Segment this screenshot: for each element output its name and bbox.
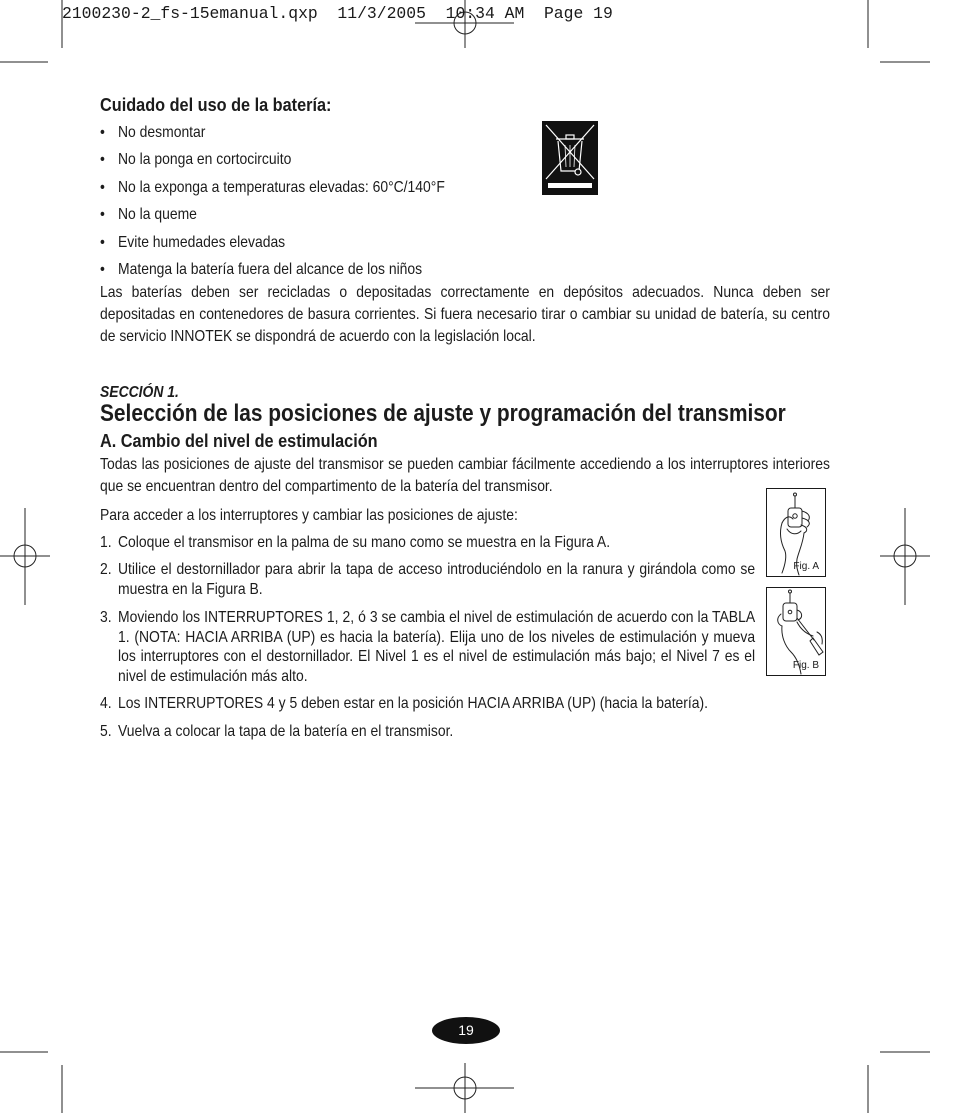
step-number: 3. (100, 608, 112, 626)
list-item: • Evite humedades elevadas (100, 233, 830, 253)
step-text: Utilice el destornillador para abrir la tapa de acceso introduciéndolo en la ranura y girándola como se muestra en la Figura B. (117, 560, 756, 598)
crossed-out-wheelie-bin-icon (542, 121, 598, 195)
registration-mark-icon (0, 508, 50, 605)
crop-mark-top-left (0, 0, 62, 62)
section-intro: Todas las posiciones de ajuste del transmisor se pueden cambiar fácilmente accediendo a los interruptores interiores que se encuentran dentro del compartimento de la batería del transmisor. (100, 455, 830, 495)
crop-mark-bottom-left (0, 1052, 62, 1113)
step-number: 4. (100, 694, 112, 712)
step-number: 2. (100, 560, 112, 578)
registration-mark-icon (880, 508, 930, 605)
figure-a (766, 488, 826, 577)
step-text: Coloque el transmisor en la palma de su mano como se muestra en la Figura A. (117, 533, 611, 551)
registration-mark-icon (415, 1063, 514, 1113)
crop-mark-bottom-right (868, 1052, 930, 1113)
step-4 (100, 694, 830, 714)
step-text: Vuelva a colocar la tapa de la batería en el transmisor. (117, 722, 454, 740)
list-item: • No la ponga en cortocircuito (100, 150, 830, 170)
step-3 (100, 608, 755, 687)
section-title: Selección de las posiciones de ajuste y programación del transmisor (100, 399, 786, 427)
figure-a-label: Fig. A (793, 561, 819, 572)
list-item: • No desmontar (100, 123, 830, 143)
step-number: 5. (100, 722, 112, 740)
recycling-note: Las baterías deben ser recicladas o depositadas correctamente en depósitos adecuados. Nunca deben ser depositadas en contenedores de basura corrientes. Si fuera necesario tirar o cambiar su unidad de batería, su centro de servicio INNOTEK se dispondrá de acuerdo con la legislación local. (100, 283, 830, 345)
battery-care-title: Cuidado del uso de la batería: (100, 94, 332, 115)
page-number: 19 (432, 1017, 500, 1044)
step-1 (100, 533, 755, 553)
crop-mark-top-right (868, 0, 930, 62)
subsection-title: A. Cambio del nivel de estimulación (100, 429, 378, 451)
list-item: • No la exponga a temperaturas elevadas: 60°C/140°F (100, 178, 830, 198)
page-content (100, 95, 830, 742)
section-label: SECCIÓN 1. (100, 383, 179, 401)
step-number: 1. (100, 533, 112, 551)
step-2 (100, 560, 755, 600)
step-text: Los INTERRUPTORES 4 y 5 deben estar en la posición HACIA ARRIBA (UP) (hacia la batería). (117, 694, 709, 712)
list-item: • Matenga la batería fuera del alcance de los niños (100, 260, 830, 280)
battery-care-list (100, 123, 830, 280)
print-slug-header: 2100230-2_fs-15emanual.qxp 11/3/2005 10:34 AM Page 19 (62, 4, 613, 23)
step-text: Moviendo los INTERRUPTORES 1, 2, ó 3 se cambia el nivel de estimulación de acuerdo con la TABLA 1. (NOTA: HACIA ARRIBA (UP) es hacia la batería). Elija uno de los niveles de estimulación y mueva los interruptores con el destornillador. El Nivel 1 es el nivel de estimulación más bajo; el Nivel 7 es el nivel de estimulación más alto. (117, 608, 756, 686)
list-item: • No la queme (100, 205, 830, 225)
figure-b (766, 587, 826, 676)
step-5 (100, 722, 830, 742)
steps-intro: Para acceder a los interruptores y cambiar las posiciones de ajuste: (100, 506, 518, 524)
figure-b-label: Fig. B (792, 660, 819, 671)
